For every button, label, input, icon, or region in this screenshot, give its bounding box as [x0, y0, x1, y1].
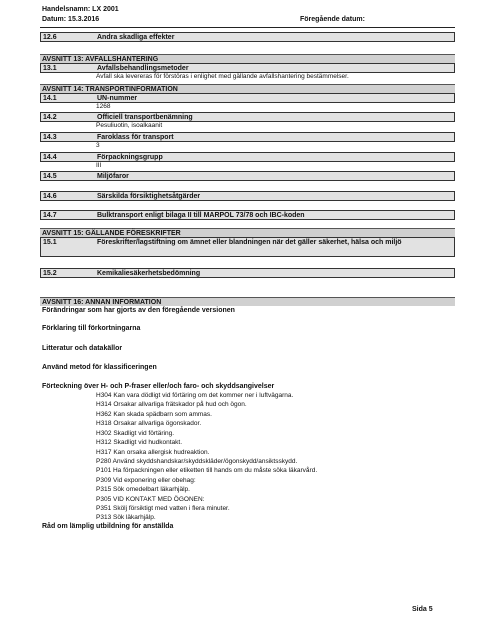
row-title: UN-nummer [97, 95, 138, 102]
row-number: 14.2 [43, 114, 57, 121]
page-number: Sida 5 [412, 606, 433, 613]
row-number: 15.1 [43, 239, 57, 246]
row-14-7 [40, 210, 455, 220]
phrase-line: H304 Kan vara dödligt vid förtäring om det kommer ner i luftvägarna. [96, 392, 294, 399]
phrase-line: H318 Orsakar allvarliga ögonskador. [96, 420, 202, 427]
row-number: 14.1 [43, 95, 57, 102]
phrase-line: P313 Sök läkarhjälp. [96, 514, 156, 521]
phrase-line: H302 Skadligt vid förtäring. [96, 430, 175, 437]
section-15-heading: AVSNITT 15: GÄLLANDE FÖRESKRIFTER [40, 228, 455, 237]
row-title: Föreskrifter/lagstiftning om ämnet eller blandningen när det gäller säkerhet, hälsa och miljö [97, 239, 402, 246]
row-14-3 [40, 132, 455, 142]
row-14-1 [40, 93, 455, 103]
row-title: Bulktransport enligt bilaga II till MARPOL 73/78 och IBC-koden [97, 212, 305, 219]
phrase-line: H314 Orsakar allvarliga frätskador på hud och ögon. [96, 401, 247, 408]
row-14-2-value: Pesuliuotin, isoalkaanit [96, 122, 163, 129]
phrase-line: P305 VID KONTAKT MED ÖGONEN: [96, 496, 205, 503]
row-13-1-value: Avfall ska levereras för förstöras i enlighet med gällande avfallshantering bestämmelser. [96, 73, 349, 80]
row-12-6 [40, 32, 455, 42]
phrase-line: H362 Kan skada spädbarn som ammas. [96, 411, 212, 418]
phrase-line: P280 Använd skyddshandskar/skyddskläder/ögonskydd/ansiktsskydd. [96, 458, 298, 465]
row-14-4 [40, 152, 455, 162]
section-13-heading: AVSNITT 13: AVFALLSHANTERING [40, 54, 455, 63]
row-15-1 [40, 237, 455, 257]
row-number: 15.2 [43, 270, 57, 277]
literature-label: Litteratur och datakällor [42, 345, 123, 352]
phrase-line: P351 Skölj försiktigt med vatten i flera minuter. [96, 505, 230, 512]
row-14-2 [40, 112, 455, 122]
row-title: Kemikaliesäkerhetsbedömning [97, 270, 201, 277]
row-title: Faroklass för transport [97, 134, 174, 141]
row-title: Avfallsbehandlingsmetoder [97, 65, 189, 72]
row-14-6 [40, 191, 455, 201]
row-number: 14.4 [43, 154, 57, 161]
row-14-3-value: 3 [96, 142, 100, 149]
phrase-line: H317 Kan orsaka allergisk hudreaktion. [96, 449, 210, 456]
phrase-line: P315 Sök omedelbart läkarhjälp. [96, 486, 190, 493]
row-number: 14.7 [43, 212, 57, 219]
phrase-line: P309 Vid exponering eller obehag: [96, 477, 196, 484]
phrase-line: P101 Ha förpackningen eller etiketten till hands om du måste söka läkarvård. [96, 467, 318, 474]
header-divider [40, 27, 455, 28]
changes-label: Förändringar som har gjorts av den föregående versionen [42, 307, 235, 314]
training-label: Råd om lämplig utbildning för anställda [42, 523, 174, 530]
trade-name: Handelsnamn: LX 2001 [42, 6, 119, 13]
section-14-heading: AVSNITT 14: TRANSPORTINFORMATION [40, 84, 455, 93]
row-title: Andra skadliga effekter [97, 34, 175, 41]
row-title: Officiell transportbenämning [97, 114, 193, 121]
classification-method-label: Använd metod för klassificeringen [42, 364, 157, 371]
section-16-heading: AVSNITT 16: ANNAN INFORMATION [40, 297, 455, 306]
row-number: 12.6 [43, 34, 57, 41]
phrase-line: H312 Skadligt vid hudkontakt. [96, 439, 182, 446]
row-14-5 [40, 171, 455, 181]
row-title: Miljöfaror [97, 173, 129, 180]
row-15-2 [40, 268, 455, 278]
row-number: 14.3 [43, 134, 57, 141]
row-number: 14.6 [43, 193, 57, 200]
previous-date: Föregående datum: [300, 16, 365, 23]
abbreviations-label: Förklaring till förkortningarna [42, 325, 141, 332]
row-number: 13.1 [43, 65, 57, 72]
row-title: Särskilda försiktighetsåtgärder [97, 193, 201, 200]
row-number: 14.5 [43, 173, 57, 180]
row-title: Förpackningsgrupp [97, 154, 163, 161]
document-date: Datum: 15.3.2016 [42, 16, 100, 23]
row-14-1-value: 1268 [96, 103, 111, 110]
phrases-title: Förteckning över H- och P-fraser eller/och faro- och skyddsangivelser [42, 383, 275, 390]
row-14-4-value: III [96, 162, 102, 169]
row-13-1 [40, 63, 455, 73]
